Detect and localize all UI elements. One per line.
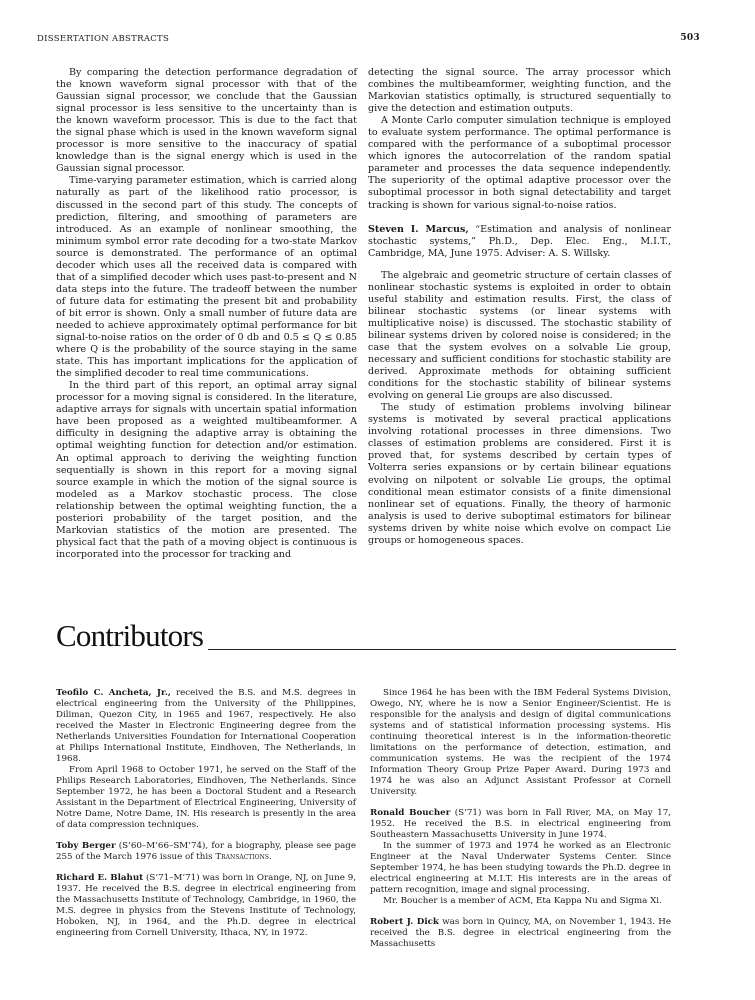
contributors-column-left bbox=[56, 688, 356, 939]
page-number: 503 bbox=[680, 33, 700, 43]
bio-text: In the summer of 1973 and 1974 he worked as an Electronic Engineer at the Naval Underwater Systems Center. Since September 1974, he has been studying towards the Ph.D. degree in electrical engineering at M.I.T. His interests are in the areas of pattern recognition, image and signal processing. bbox=[370, 841, 671, 895]
dissertation-citation bbox=[368, 224, 671, 260]
running-head bbox=[37, 30, 718, 44]
section-title: Contributors bbox=[56, 618, 204, 653]
dissertation-citation-text: “Estimation and analysis of nonlinear stochastic systems,” Ph.D., Dep. Elec. Eng., M.I.T., Cambridge, MA, June 1975. Adviser: A. S. Willsky. bbox=[368, 223, 671, 259]
journal-name: Transactions. bbox=[215, 852, 272, 862]
bio-text: (S’71) was born in Fall River, MA, on May 17, 1952. He received the B.S. in electrical engineering from Southeastern Massachusetts University in June 1974. bbox=[370, 808, 671, 840]
contributor-name: Teofilo C. Ancheta, Jr., bbox=[56, 688, 171, 698]
contributor-name: Robert J. Dick bbox=[370, 917, 439, 927]
bio-text: (S’71–M’71) was born in Orange, NJ, on June 9, 1937. He received the B.S. degree in electrical engineering from the Massachusetts Institute of Technology, Cambridge, in 1960, the M.S. degree in physics from the Stevens Institute of Technology, Hoboken, NJ, in 1964, and the Ph.D. degree in electrical engineering from Cornell University, Ithaca, NY, in 1972. bbox=[56, 873, 356, 938]
bio-text: (S’60–M’66–SM’74), for a biography, please see page 255 of the March 1976 issue of this bbox=[56, 841, 356, 862]
contributor-bio bbox=[56, 873, 356, 939]
heading-rule bbox=[208, 649, 676, 650]
bio-text-continued: Since 1964 he has been with the IBM Federal Systems Division, Owego, NY, where he is now a Senior Engineer/Scientist. He is responsible for the analysis and design of digital communications systems and of statistical information processing systems. His continuing theoretical interest is in the information-theoretic limitations on the performance of detection, estimation, and communication systems. He was the recipient of the 1974 Information Theory Group Prize Paper Award. During 1973 and 1974 he was also an Adjunct Assistant Professor at Cornell University. bbox=[370, 688, 671, 797]
bio-text: Mr. Boucher is a member of ACM, Eta Kappa Nu and Sigma Xi. bbox=[383, 896, 662, 906]
bio-text: was born in Quincy, MA, on November 1, 1943. He received the B.S. degree in electrical engineering from the Massachusetts bbox=[370, 917, 671, 949]
contributor-bio bbox=[370, 808, 671, 907]
contributor-name: Ronald Boucher bbox=[370, 808, 451, 818]
abstract-column-right bbox=[368, 67, 671, 547]
journal-section-label: DISSERTATION ABSTRACTS bbox=[37, 34, 170, 44]
dissertation-author: Steven I. Marcus, bbox=[368, 223, 469, 235]
contributor-name: Toby Berger bbox=[56, 841, 116, 851]
abstract-paragraph: The algebraic and geometric structure of certain classes of nonlinear stochastic systems is exploited in order to obtain useful stability and estimation results. First, the class of bilinear stochastic systems (or linear systems with multiplicative noise) is discussed. The stochastic stability of bilinear systems driven by colored noise is considered; in the case that the system evolves on a solvable Lie group, necessary and sufficient conditions for stochastic stability are derived. Approximate methods for obtaining sufficient conditions for the stochastic stability of bilinear systems evolving on general Lie groups are also discussed. bbox=[368, 269, 671, 402]
abstract-paragraph: The study of estimation problems involving bilinear systems is motivated by several practical applications involving rotational processes in three dimensions. Two classes of estimation problems are considered. First it is proved that, for systems described by certain types of Volterra series expansions or by certain bilinear equations evolving on nilpotent or solvable Lie groups, the optimal conditional mean estimator consists of a finite dimensional nonlinear set of equations. Finally, the theory of harmonic analysis is used to derive suboptimal estimators for bilinear systems driven by white noise which evolve on compact Lie groups or homogeneous spaces. bbox=[368, 402, 671, 546]
abstract-paragraph: In the third part of this report, an optimal array signal processor for a moving signal is considered. In the literature, adaptive arrays for signals with uncertain spatial information have been proposed as a weighted multibeamformer. A difficulty in designing the adaptive array is obtaining the optimal weighting function for detection and/or estimation. An optimal approach to deriving the weighting function sequentially is shown in this report for a moving signal source example in which the motion of the signal source is modeled as a Markov stochastic process. The close relationship between the optimal weighting function, the a posteriori probability of the target position, and the Markovian statistics of the motion are presented. The physical fact that the path of a moving object is continuous is incorporated into the processor for tracking and bbox=[56, 380, 357, 560]
abstract-paragraph: A Monte Carlo computer simulation technique is employed to evaluate system performance. The optimal performance is compared with the performance of a suboptimal processor which ignores the autocorrelation of the random spatial parameter and processes the data sequence independently. The superiority of the optimal adaptive processor over the suboptimal processor in both signal detectability and target tracking is shown for various signal-to-noise ratios. bbox=[368, 115, 671, 211]
abstract-paragraph: By comparing the detection performance degradation of the known waveform signal processor with that of the Gaussian signal processor, we conclude that the Gaussian signal processor is less sensitive to the uncertainty than is the known waveform processor. This is due to the fact that the signal phase which is used in the known waveform signal processor is more sensitive to the inaccuracy of spatial knowledge than is the signal energy which is used in the Gaussian signal processor. bbox=[56, 67, 357, 175]
abstract-paragraph: Time-varying parameter estimation, which is carried along naturally as part of the likelihood ratio processor, is discussed in the second part of this study. The concepts of prediction, filtering, and smoothing of parameters are introduced. As an example of nonlinear smoothing, the minimum symbol error rate decoding for a two-state Markov source is demonstrated. The performance of an optimal decoder which uses all the received data is compared with that of a simplified decoder which uses past-to-present and N data steps into the future. The tradeoff between the number of future data for estimating the present bit and probability of bit error is shown. Only a small number of future data are needed to achieve approximately optimal performance for bit signal-to-noise ratios on the order of 0 db and 0.5 ≤ Q ≤ 0.85 where Q is the probability of the source staying in the same state. This has important implications for the application of the simplified decoder to real time communications. bbox=[56, 175, 357, 380]
contributor-bio bbox=[56, 688, 356, 831]
bio-text: received the B.S. and M.S. degrees in electrical engineering from the University of the Philippines, Diliman, Quezon City, in 1965 and 1967, respectively. He also received the Master in Electronic Engineering degree from the Netherlands Universities Foundation for International Cooperation at Philips International Institute, Eindhoven, The Netherlands, in 1968. bbox=[56, 688, 356, 764]
contributor-bio bbox=[370, 917, 671, 950]
bio-text: From April 1968 to October 1971, he served on the Staff of the Philips Research Laboratories, Eindhoven, The Netherlands. Since September 1972, he has been a Doctoral Student and a Research Assistant in the Department of Electrical Engineering, University of Notre Dame, Notre Dame, IN. His research is presently in the area of data compression techniques. bbox=[56, 765, 356, 830]
contributors-column-right bbox=[370, 688, 671, 950]
contributor-bio bbox=[56, 841, 356, 863]
abstract-paragraph-continued: detecting the signal source. The array processor which combines the multibeamformer, weighting function, and the Markovian statistics optimally, is structured sequentially to give the detection and estimation outputs. bbox=[368, 67, 671, 115]
abstract-column-left bbox=[56, 67, 357, 561]
contributor-name: Richard E. Blahut bbox=[56, 873, 144, 883]
contributors-heading bbox=[56, 617, 676, 657]
